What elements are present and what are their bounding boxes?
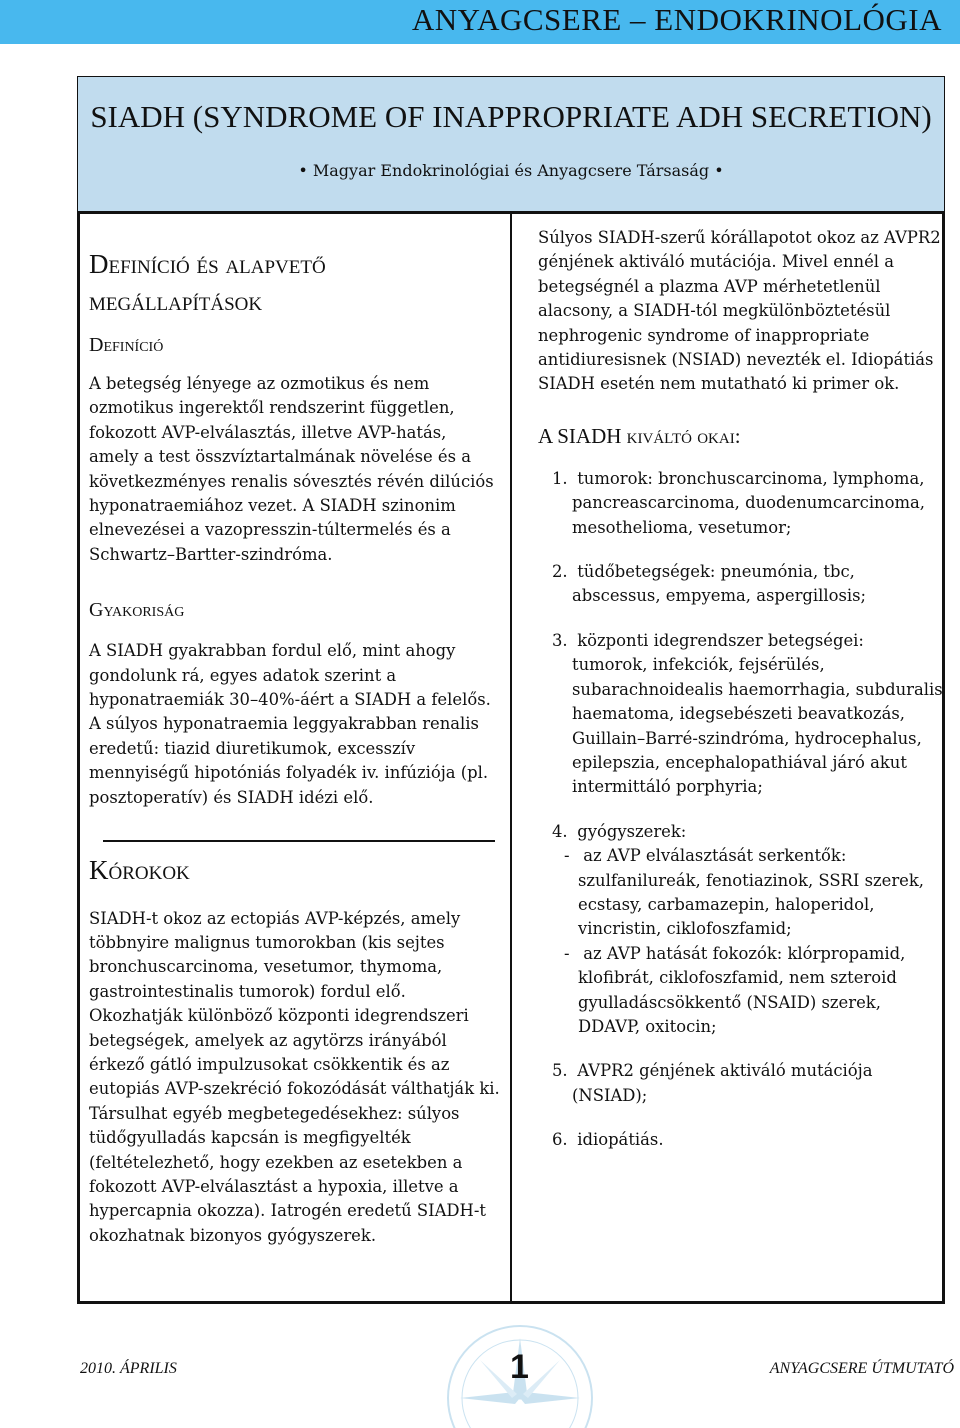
list-item: 2. tüdőbetegségek: pneumónia, tbc, abscessus, empyema, aspergillosis; [552,562,867,606]
category-title: ANYAGCSERE – ENDOKRINOLÓGIA [411,2,942,37]
drug-subitem: - az AVP hatását fokozók: klórpropamid, klofibrát, ciklofoszfamid, nem szteroid gyulladáscsökkentő (NSAID) szerek, DDAVP, oxitocin; [564,943,906,1036]
causes-text: SIADH-t okoz az ectopiás AVP-képzés, amely többnyire malignus tumorokban (kis sejtes bronchuscarcinoma, vesetumor, thymoma, gastrointestinalis tumorok) fordul elő. Okozhatják különböző központi idegrendszeri betegségek, amelyek az agytörzs irányából érkező gátló impulzusokat csökkentik és az eutopiás AVP-szekréció fokozódását válthatják ki. Társulhat egyéb megbetegedésekhez: súlyos tüdőgyulladás kapcsán is megfigyelték (feltételezhető, hogy ezekben az esetekben a fokozott AVP-elválasztást a hypoxia, illetve a hypercapnia okozza). Iatrogén eredetű SIADH-t okozhatnak bizonyos gyógyszerek. [89,908,500,1245]
definition-text: A betegség lényege az ozmotikus és nem ozmotikus ingerektől rendszerint független, fokozott AVP-elválasztás, illetve AVP-hatás, amely a test összvíztartalmának növelése és a következményes renalis sóvesztés révén dilúciós hyponatraemiához vezet. A SIADH szinonim elnevezései a vazopresszin-túltermelés és a Schwartz–Bartter-szindróma. [89,374,494,564]
page-number: 1 [510,1348,529,1386]
list-item: 6. idiopátiás. [552,1130,664,1150]
left-column [89,246,501,1248]
column-divider [510,212,512,1304]
causes-heading: Kórokok [89,854,190,885]
page-title: SIADH (SYNDROME OF INAPPROPRIATE ADH SECRETION) [90,99,932,134]
frequency-heading: Gyakoriság [89,599,185,622]
frequency-text: A SIADH gyakrabban fordul elő, mint ahogy gondolunk rá, egyes adatok szerint a hyponatraemiák 30–40%-áért a SIADH a felelős. A súlyos hyponatraemia leggyakrabban renalis eredetű: tiazid diuretikumok, excesszív mennyiségű hipotóniás folyadék iv. infúziója (pl. posztoperatív) és SIADH idézi elő. [89,641,491,807]
issue-date: 2010. ÁPRILIS [80,1360,177,1377]
triggers-list [538,467,944,1153]
list-item: 4. gyógyszerek: - az AVP elválasztását serkentők: szulfanilureák, fenotiazinok, SSRI szerek, ecstasy, carbamazepin, haloperidol, vincristin, ciklofoszfamid; - az AVP hatását fokozók: klórpropamid, klofibrát, ciklofoszfamid, nem szteroid gyulladáscsökkentő (NSAID) szerek, DDAVP, oxitocin; [538,820,944,1040]
list-item: 3. központi idegrendszer betegségei: tumorok, infekciók, fejsérülés, subarachnoidealis haemorrhagia, subduralis haematoma, idegsebészeti beavatkozás, Guillain–Barré-szindróma, hydrocephalus, epilepszia, encephalopathiával járó akut intermittáló porphyria; [552,630,943,797]
list-item: 5. AVPR2 génjének aktiváló mutációja (NSIAD); [552,1061,873,1105]
definition-heading: Definíció [89,334,164,356]
society-subtitle: • Magyar Endokrinológiai és Anyagcsere Társaság • [298,161,724,180]
list-item: 1. tumorok: bronchuscarcinoma, lymphoma, pancreascarcinoma, duodenumcarcinoma, mesothelioma, vesetumor; [552,468,926,537]
section-heading-definition-basics: Definíció és alapvető megállapítások [89,249,326,316]
right-column [538,226,944,1153]
triggers-heading: A SIADH kiváltó okai: [538,423,741,448]
drug-subitem: - az AVP elválasztását serkentők: szulfanilureák, fenotiazinok, SSRI szerek, ecstasy, carbamazepin, haloperidol, vincristin, ciklofoszfamid; [564,846,925,939]
series-name: ANYAGCSERE ÚTMUTATÓ [769,1360,954,1377]
header-bar [0,0,960,44]
intro-text: Súlyos SIADH-szerű kórállapotot okoz az AVPR2 génjének aktiváló mutációja. Mivel ennél a betegségnél a plazma AVP mérhetetlenül alacsony, a SIADH-tól megkülönböztetésül nephrogenic syndrome of inappropriate antidiuresisnek (NSIAD) nevezték el. Idiopátiás SIADH esetén nem mutatható ki primer ok. [538,228,941,394]
title-box [77,76,945,212]
